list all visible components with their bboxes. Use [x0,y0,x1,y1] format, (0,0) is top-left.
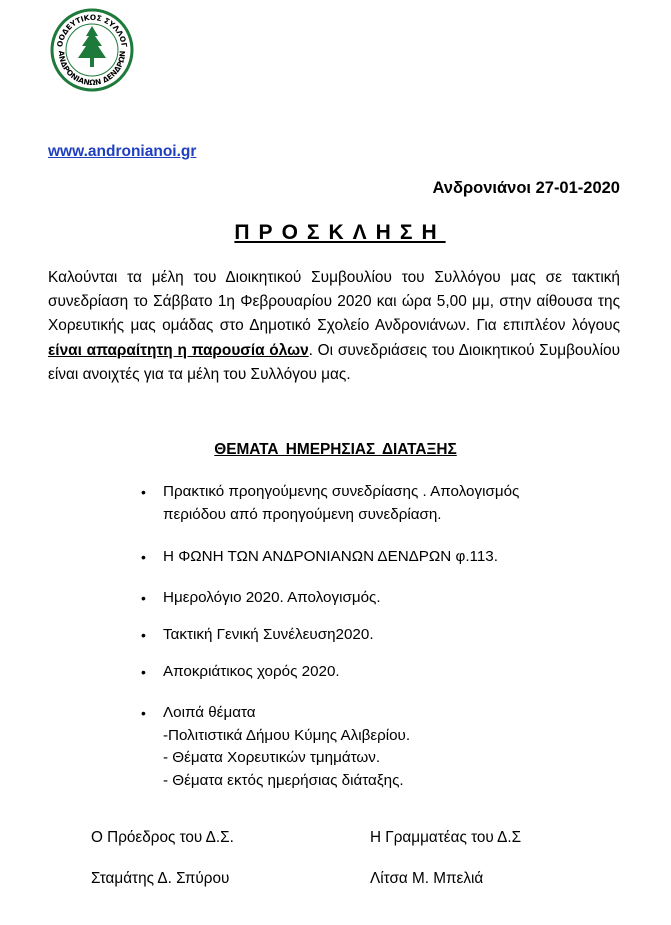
agenda-item-carnival-dance [141,661,611,684]
agenda-subitem: -Πολιτιστικά Δήμου Κύμης Αλιβερίου. [163,726,411,744]
paragraph-intro: Καλούνται τα μέλη του Διοικητικού Συμβουλίου του Συλλόγου μας σε τακτική συνεδρίαση το Σάββατο 1η Φεβρουαρίου 2020 και ώρα 5,00 μμ, στην αίθουσα της Χορευτικής μας ομάδας στο Δημοτικό Σχολείο Ανδρονιάνων. Για επιπλέον λόγους [48,269,620,335]
agenda-item-text-cont: περιόδου από προηγούμενη συνεδρίαση. [163,505,442,523]
bullet-icon: • [141,627,146,643]
logo-text-top: ΟΟΔΕΥΤΙΚΟΣ ΣΥΛΛΟΓ [55,12,129,48]
agenda-item-text: Πρακτικό προηγούμενης συνεδρίασης . Απολογισμός [163,483,520,500]
agenda-item-text: Η ΦΩΝΗ ΤΩΝ ΑΝΔΡΟΝΙΑΝΩΝ ΔΕΝΔΡΩΝ φ.113. [163,548,498,565]
agenda-item-other [141,702,611,792]
bullet-icon: • [141,590,146,606]
agenda-item-text: Αποκριάτικος χορός 2020. [163,663,340,680]
signature-president-name: Σταμάτης Δ. Σπύρου [91,870,230,887]
document-title-container [0,221,671,245]
invitation-paragraph [48,266,620,387]
agenda-item-calendar [141,587,611,610]
agenda-title: ΘΕΜΑΤΑ ΗΜΕΡΗΣΙΑΣ ΔΙΑΤΑΞΗΣ [214,441,457,458]
signature-secretary-role: Η Γραμματέας του Δ.Σ [370,829,522,846]
agenda-item-text: Τακτική Γενική Συνέλευση2020. [163,626,374,643]
paragraph-emphasis: είναι απαραίτητη η παρουσία όλων [48,341,309,359]
place-date: Ανδρονιάνοι 27-01-2020 [432,179,620,197]
agenda-item-text: Ημερολόγιο 2020. Απολογισμός. [163,589,381,606]
signature-president-role: Ο Πρόεδρος του Δ.Σ. [91,829,234,846]
bullet-icon: • [141,484,146,500]
bullet-icon: • [141,549,146,565]
website-link[interactable]: www.andronianoi.gr [48,143,197,160]
signature-secretary-name: Λίτσα Μ. Μπελιά [370,870,484,887]
logo-text-bottom: ΑΝΔΡΟΝΙΑΝΩΝ ΔΕΝΔΡΩΝ [56,50,128,88]
agenda-item-general-assembly [141,624,611,647]
club-logo [50,8,134,92]
agenda-subitem: - Θέματα Χορευτικών τμημάτων. [163,749,381,766]
agenda-item-newsletter [141,546,611,569]
agenda-item-minutes [141,481,611,526]
bullet-icon: • [141,705,146,721]
agenda-subitem: - Θέματα εκτός ημερήσιας διάταξης. [163,771,404,789]
bullet-icon: • [141,664,146,680]
agenda-item-text: Λοιπά θέματα [163,704,256,721]
document-title: ΠΡΟΣΚΛΗΣΗ [234,221,446,244]
paragraph-outro: . Οι συνεδριάσεις του Διοικητικού Συμβουλίου είναι ανοιχτές για τα μέλη του Συλλόγου μας. [48,341,620,383]
logo-emblem [50,8,134,92]
